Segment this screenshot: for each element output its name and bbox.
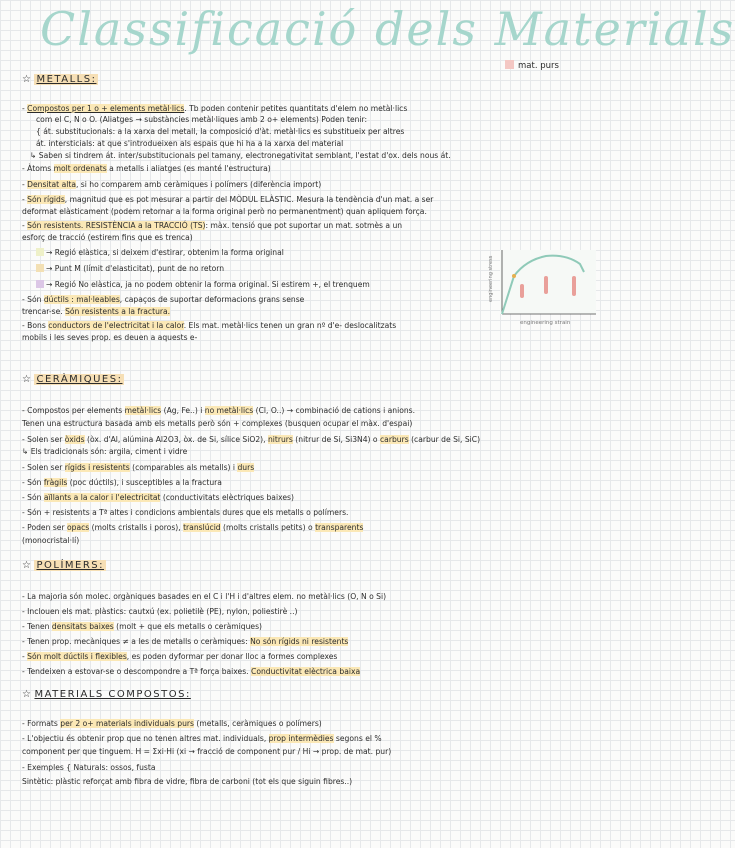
metalls-line-13: → Punt M (límit d'elasticitat), punt de no retorn xyxy=(36,263,224,274)
ceramiques-line-1: - Compostos per elements metàl·lics (Ag, Fe..) i no metàl·lics (Cl, O..) → combinació de cations i anions. xyxy=(22,406,416,415)
metalls-line-3: { át. substitucionals: a la xarxa del metall, la composició d'àt. metàl·lics es substitueix per altres xyxy=(36,127,405,136)
metalls-line-7: - Densitat alta, si ho comparem amb ceràmiques i polímers (diferència import) xyxy=(22,180,322,189)
stress-strain-svg xyxy=(480,246,598,330)
polimers-line-6: - Tendeixen a estovar-se o descompondre a Tª força baixes. Conductivitat elèctrica baixa xyxy=(22,667,361,676)
ceramiques-line-4: ↳ Els tradicionals són: argila, ciment i vidre xyxy=(22,447,188,456)
metalls-line-8: - Són rígids, magnitud que es pot mesurar a partir del MÒDUL ELÀSTIC. Mesura la tendència d'un mat. a ser xyxy=(22,195,434,204)
legend xyxy=(505,60,559,71)
metalls-line-5: ↳ Saben si tindrem át. inter/substitucionals pel tamany, electronegativitat semblant, l'estat d'ox. dels nous át. xyxy=(30,151,451,160)
ceramiques-line-2: Tenen una estructura basada amb els metalls però són + complexes (busquen ocupar el màx. d'espai) xyxy=(22,419,413,428)
yield-point xyxy=(512,274,516,278)
section-heading-ceramiques: ☆ CERÀMIQUES: xyxy=(22,374,123,385)
specimen-1 xyxy=(520,284,524,298)
compostos-line-1: - Formats per 2 o+ materials individuals purs (metalls, ceràmiques o polímers) xyxy=(22,719,322,728)
plastic-swatch xyxy=(36,280,44,288)
legend-swatch xyxy=(505,60,514,69)
y-axis-label: engineering stress xyxy=(488,255,494,302)
metalls-line-18: mobils i les seves prop. es deuen a aquests e- xyxy=(22,333,198,342)
metalls-line-9: deformat elàsticament (podem retornar a la forma original però no permanentment) quan apliquem força. xyxy=(22,207,427,216)
elastic-swatch xyxy=(36,248,44,256)
compostos-line-4: - Exemples { Naturals: ossos, fusta xyxy=(22,763,156,772)
ceramiques-line-6: - Són fràgils (poc dúctils), i susceptibles a la fractura xyxy=(22,478,222,487)
polimers-line-3: - Tenen densitats baixes (molt + que els metalls o ceràmiques) xyxy=(22,622,262,631)
polimers-line-1: - La majoria són molec. orgàniques basades en el C i l'H i d'altres elem. no metàl·lics (O, N o Si) xyxy=(22,592,387,601)
section-heading-polimers: ☆ POLÍMERS: xyxy=(22,560,105,571)
ceramiques-line-5: - Solen ser rígids i resistents (comparables als metalls) i durs xyxy=(22,463,255,472)
stress-strain-diagram xyxy=(480,246,598,330)
section-heading-metalls: ☆ METALLS: xyxy=(22,74,97,85)
page-title: Classificació dels Materials xyxy=(40,2,735,56)
compostos-line-2: - L'objectiu és obtenir prop que no tenen altres mat. individuals, prop intermèdies segons el % xyxy=(22,734,382,743)
polimers-line-5: - Són molt dúctils i flexibles, es poden dyformar per donar lloc a formes complexes xyxy=(22,652,338,661)
legend-label: mat. purs xyxy=(518,61,559,71)
yield-swatch xyxy=(36,264,44,272)
ceramiques-line-3: - Solen ser òxids (òx. d'Al, alúmina Al2O3, òx. de Si, sílice SiO2), nitrurs (nitrur de Si, Si3N4) o carburs (carbur de Si, SiC) xyxy=(22,435,481,444)
compostos-line-5: Sintètic: plàstic reforçat amb fibra de vidre, fibra de carboni (tot els que siguin fibres..) xyxy=(22,777,353,786)
specimen-2 xyxy=(544,276,548,294)
polimers-line-4: - Tenen prop. mecàniques ≠ a les de metalls o ceràmiques: No són rígids ni resistents xyxy=(22,637,349,646)
metalls-line-6: - Àtoms molt ordenats a metalls i aliatges (es manté l'estructura) xyxy=(22,164,271,173)
metalls-line-10: - Són resistents. RESISTÈNCIA a la TRACCIÓ (TS): màx. tensió que pot suportar un mat. sotmès a un xyxy=(22,221,403,230)
metalls-line-2: com el C, N o O. (Aliatges → substàncies metàl·liques amb 2 o+ elements) Poden tenir: xyxy=(36,115,368,124)
x-axis-label: engineering strain xyxy=(520,320,571,326)
ceramiques-line-9: - Poden ser opacs (molts cristalls i poros), translúcid (molts cristalls petits) o transparents xyxy=(22,523,364,532)
specimen-3 xyxy=(572,276,576,296)
metalls-line-11: esforç de tracció (estirem fins que es trenca) xyxy=(22,233,193,242)
metalls-line-12: → Regió elàstica, si deixem d'estirar, obtenim la forma original xyxy=(36,247,284,258)
compostos-line-3: component per que tinguem. H = Σxi·Hi (xi → fracció de component pur / Hi → prop. de mat. pur) xyxy=(22,747,392,756)
metalls-line-1: - Compostos per 1 o + elements metàl·lics. Tb poden contenir petites quantitats d'elem no metàl·lics xyxy=(22,104,408,113)
section-heading-compostos: ☆ MATERIALS COMPOSTOS: xyxy=(22,689,191,700)
metalls-line-4: át. intersticials: at que s'introdueixen als espais que hi ha a la xarxa del material xyxy=(36,139,344,148)
polimers-line-2: - Inclouen els mat. plàstics: cautxú (ex. polietilè (PE), nylon, poliestirè ..) xyxy=(22,607,298,616)
metalls-line-17: - Bons conductors de l'electricitat i la calor. Els mat. metàl·lics tenen un gran nº d'e- deslocalitzats xyxy=(22,321,397,330)
ceramiques-line-7: - Són aïllants a la calor i l'electricitat (conductivitats elèctriques baixes) xyxy=(22,493,294,502)
ceramiques-line-8: - Són + resistents a Tª altes i condicions ambientals dures que els metalls o polímers. xyxy=(22,508,349,517)
metalls-line-16: trencar-se. Són resistents a la fractura. xyxy=(22,307,171,316)
metalls-line-14: → Regió No elàstica, ja no podem obtenir la forma original. Si estirem +, el trenquem xyxy=(36,279,370,290)
metalls-line-15: - Són dúctils : mal·leables, capaços de suportar deformacions grans sense xyxy=(22,295,305,304)
ceramiques-line-10: (monocristal·lí) xyxy=(22,536,80,545)
